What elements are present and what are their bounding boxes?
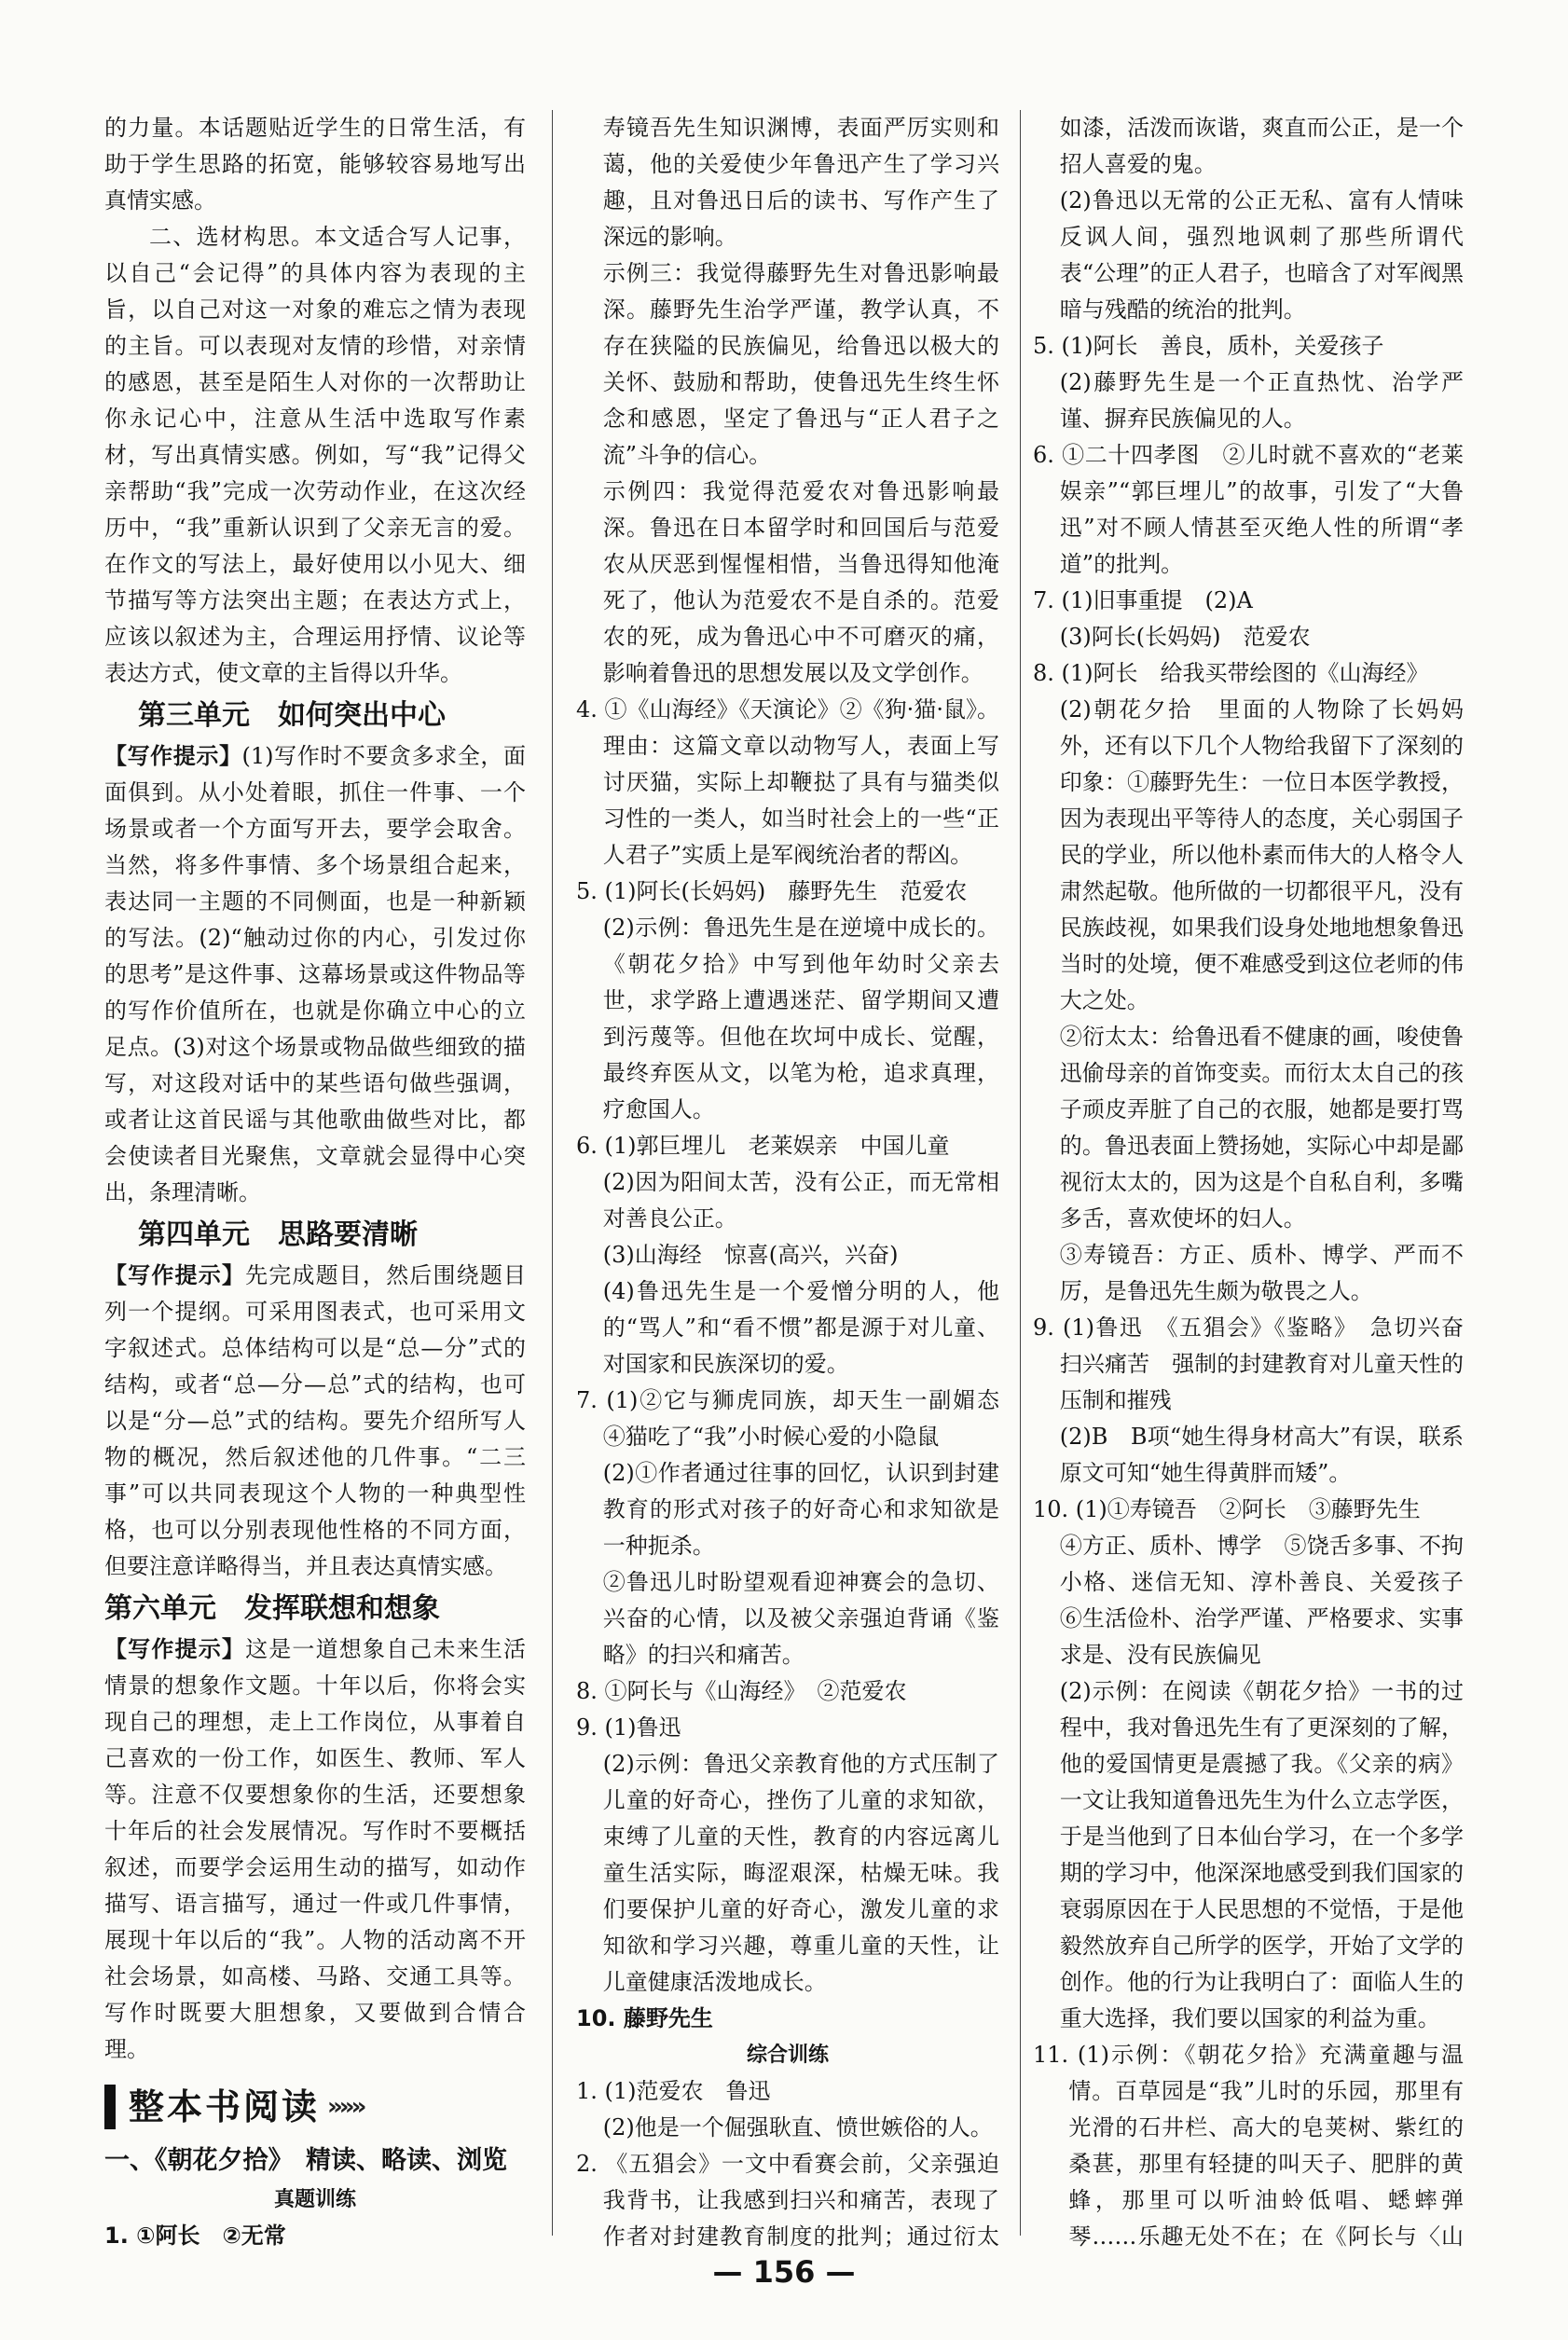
answer-item: (2)朝花夕拾 里面的人物除了长妈妈外，还有以下几个人物给我留下了深刻的印象：①藤野先生：一位日本医学教授，因为表现出平等待人的态度，关心弱国子民的学业，所以他朴素而伟大的人格令人肃然起敬。他所做的一切都很平凡，没有民族歧视，如果我们设身处地地想象鲁迅当时的处境，便不难感受到这位老师的伟大之处。 (1059, 696, 1464, 1013)
answer-item: 2. 《五猖会》一文中看赛会前，父亲强迫我背书，让我感到扫兴和痛苦，表现了作者对封建教育制度的批判；通过衍太 (576, 2151, 999, 2250)
chevrons-right-icon: »»» (327, 2092, 364, 2121)
answer-item: 5. (1)阿长 善良，质朴，关爱孩子 (1033, 333, 1384, 359)
answer-item: (2)①作者通过往事的回忆，认识到封建教育的形式对孩子的好奇心和求知欲是一种扼杀。 (602, 1460, 999, 1559)
answer-item: ②鲁迅儿时盼望观看迎神赛会的急切、兴奋的心情，以及被父亲强迫背诵《鉴略》的扫兴和痛苦。 (602, 1569, 999, 1668)
paragraph (104, 738, 526, 1211)
paragraph: 寿镜吾先生知识渊博，表面严厉实则和蔼，他的关爱使少年鲁迅产生了学习兴趣，且对鲁迅日后的读书、写作产生了深远的影响。 (602, 115, 999, 250)
answer-item: 8. (1)阿长 给我买带绘图的《山海经》 (1033, 660, 1429, 686)
column-divider (552, 110, 553, 2236)
answer-item: (3)阿长(长妈妈) 范爱农 (1059, 624, 1311, 650)
answer-item: ③寿镜吾：方正、质朴、博学、严而不厉，是鲁迅先生颇为敬畏之人。 (1059, 1242, 1464, 1304)
tip-text: (1)写作时不要贪多求全，面面俱到。从小处着眼，抓住一件事、一个场景或者一个方面写开去，要学会取舍。当然，将多件事情、多个场景组合起来，表达同一主题的不同侧面，也是一种新颖的写法。(2)“触动过你的内心，引发过你的思考”是这件事、这幕场景或这件物品等的写作价值所在，也就是你确立中心的立足点。(3)对这个场景或物品做些细致的描写，对这段对话中的某些语句做些强调，或者让这首民谣与其他歌曲做些对比，都会使读者目光聚焦，文章就会显得中心突出，条理清晰。 (104, 743, 526, 1205)
paragraph: 的力量。本话题贴近学生的日常生活，有助于学生思路的拓宽，能够较容易地写出真情实感。 (104, 115, 526, 213)
column-right (1033, 110, 1464, 2254)
banner-title: 整本书阅读 (129, 2085, 321, 2127)
answer-item: (2)他是一个倔强耿直、愤世嫉俗的人。 (602, 2114, 993, 2140)
column-divider (1020, 110, 1021, 2236)
paragraph: 如漆，活泼而诙谐，爽直而公正，是一个招人喜爱的鬼。 (1059, 115, 1464, 177)
answer-item: ②衍太太：给鲁迅看不健康的画，唆使鲁迅偷母亲的首饰变卖。而衍太太自己的孩子顽皮弄脏了自己的衣服，她都是要打骂的。鲁迅表面上赞扬她，实际心中却是鄙视衍太太的，因为这是个自私自利，多嘴多舌，喜欢使坏的妇人。 (1059, 1024, 1464, 1232)
unit-heading: 第三单元 如何突出中心 (138, 699, 446, 732)
answer-item: (3)山海经 惊喜(高兴，兴奋) (602, 1242, 899, 1268)
column-middle (576, 110, 999, 2254)
answer-item: 1. ①阿长 ②无常 (104, 2223, 286, 2249)
paragraph: (2)鲁迅以无常的公正无私、富有人情味反讽人间，强烈地讽刺了那些所谓代表“公理”的正人君子，也暗含了对军阀黑暗与残酷的统治的批判。 (1059, 187, 1464, 323)
answer-item: 11. (1)示例：《朝花夕拾》充满童趣与温情。百草园是“我”儿时的乐园，那里有光滑的石井栏、高大的皂荚树、紫红的桑葚，那里有轻捷的叫天子、肥胖的黄蜂，那里可以听油蛉低唱、蟋蟀弹琴……乐趣无处不在；在《阿长与〈山 (1033, 2042, 1464, 2250)
banner-bar (104, 2085, 116, 2129)
tip-label: 【写作提示】 (104, 1636, 246, 1662)
tip-text: 这是一道想象自己未来生活情景的想象作文题。十年以后，你将会实现自己的理想，走上工作岗位，从事着自己喜欢的一份工作，如医生、教师、军人等。注意不仅要想象你的生活，还要想象十年后的社会发展情况。写作时不要概括叙述，而要学会运用生动的描写，如动作描写、语言描写，通过一件或几件事情，展现十年以后的“我”。人物的活动离不开社会场景，如高楼、马路、交通工具等。写作时既要大胆想象，又要做到合情合理。 (104, 1636, 526, 2062)
tip-label: 【写作提示】 (104, 1262, 246, 1288)
answer-item: (4)鲁迅先生是一个爱憎分明的人，他的“骂人”和“看不惯”都是源于对儿童、对国家和民族深切的爱。 (602, 1278, 999, 1377)
section-label: 真题训练 (273, 2188, 356, 2211)
answer-item: 6. (1)郭巨埋儿 老莱娱亲 中国儿童 (576, 1133, 950, 1159)
answer-item: 10. (1)①寿镜吾 ②阿长 ③藤野先生 (1033, 1496, 1421, 1522)
book-title: 一、《朝花夕拾》 精读、略读、浏览 (104, 2146, 507, 2175)
paragraph: 示例四：我觉得范爱农对鲁迅影响最深。鲁迅在日本留学时和回国后与范爱农从厌恶到惺惺相惜，当鲁迅得知他淹死了，他认为范爱农不是自杀的。范爱农的死，成为鲁迅心中不可磨灭的痛，影响着鲁迅的思想发展以及文学创作。 (602, 478, 999, 686)
answer-item: ④方正、质朴、博学 ⑤饶舌多事、不拘小格、迷信无知、淳朴善良、关爱孩子 ⑥生活俭朴、治学严谨、严格要求、实事求是、没有民族偏见 (1059, 1533, 1464, 1668)
section-label: 综合训练 (746, 2044, 829, 2067)
answer-item: (2)示例：在阅读《朝花夕拾》一书的过程中，我对鲁迅先生有了更深刻的了解，他的爱国情更是震撼了我。《父亲的病》一文让我知道鲁迅先生为什么立志学医，于是当他到了日本仙台学习，在一个多学期的学习中，他深深地感受到我们国家的衰弱原因在于人民思想的不觉悟，于是他毅然放弃自己所学的医学，开始了文学的创作。他的行为让我明白了：面临人生的重大选择，我们要以国家的利益为重。 (1059, 1678, 1464, 2031)
answer-item: 7. (1)②它与狮虎同族，却天生一副媚态 ④猫吃了“我”小时候心爱的小隐鼠 (576, 1387, 999, 1450)
answer-item: 1. (1)范爱农 鲁迅 (576, 2078, 771, 2104)
page-number: — 156 — (712, 2254, 856, 2290)
answer-item: 4. ①《山海经》《天演论》②《狗·猫·鼠》。理由：这篇文章以动物写人，表面上写讨厌猫，实际上却鞭挞了具有与猫类似习性的一类人，如当时社会上的一些“正人君子”实质上是军阀统治者的帮凶。 (576, 696, 999, 868)
unit-heading: 第四单元 思路要清晰 (138, 1218, 418, 1251)
unit-heading: 第六单元 发挥联想和想象 (104, 1592, 440, 1625)
answer-item: 10. 藤野先生 (576, 2005, 713, 2031)
answer-item: 6. ①二十四孝图 ②儿时就不喜欢的“老莱娱亲”“郭巨埋儿”的故事，引发了“大鲁迅”对不顾人情甚至灭绝人性的所谓“孝道”的批判。 (1033, 442, 1464, 577)
answer-item: 5. (1)阿长(长妈妈) 藤野先生 范爱农 (576, 878, 968, 904)
column-left (104, 110, 526, 2254)
answer-item: 7. (1)旧事重提 (2)A (1033, 587, 1253, 613)
answer-item: 8. ①阿长与《山海经》 ②范爱农 (576, 1678, 907, 1704)
paragraph: 二、选材构思。本文适合写人记事，以自己“会记得”的具体内容为表现的主旨，以自己对这一对象的难忘之情为表现的主旨。可以表现对友情的珍惜，对亲情的感恩，甚至是陌生人对你的一次帮助让你永记心中，注意从生活中选取写作素材，写出真情实感。例如，写“我”记得父亲帮助“我”完成一次劳动作业，在这次经历中，“我”重新认识到了父亲无言的爱。在作文的写法上，最好使用以小见大、细节描写等方法突出主题；在表达方式上，应该以叙述为主，合理运用抒情、议论等表达方式，使文章的主旨得以升华。 (104, 224, 526, 686)
tip-text: 先完成题目，然后围绕题目列一个提纲。可采用图表式，也可采用文字叙述式。总体结构可以是“总—分”式的结构，或者“总—分—总”式的结构，也可以是“分—总”式的结构。要先介绍所写人物的概况，然后叙述他的几件事。“二三事”可以共同表现这个人物的一种典型性格，也可以分别表现他性格的不同方面，但要注意详略得当，并且表达真情实感。 (104, 1262, 526, 1579)
answer-item: (2)B B项“她生得身材高大”有误，联系原文可知“她生得黄胖而矮”。 (1059, 1424, 1464, 1486)
paragraph (104, 1258, 526, 1585)
paragraph: 示例三：我觉得藤野先生对鲁迅影响最深。藤野先生治学严谨，教学认真，不存在狭隘的民族偏见，给鲁迅以极大的关怀、鼓励和帮助，使鲁迅先生终生怀念和感恩，坚定了鲁迅与“正人君子之流”斗争的信心。 (602, 260, 999, 468)
answer-item: 9. (1)鲁迅 (576, 1714, 681, 1741)
tip-label: 【写作提示】 (104, 743, 242, 769)
answer-item: 9. (1)鲁迅 《五猖会》《鉴略》 急切兴奋 扫兴痛苦 强制的封建教育对儿童天性的压制和摧残 (1033, 1315, 1464, 1413)
section-banner (104, 2081, 526, 2133)
answer-item: (2)示例：鲁迅父亲教育他的方式压制了儿童的好奇心，挫伤了儿童的求知欲，束缚了儿童的天性，教育的内容远离儿童生活实际，晦涩艰深，枯燥无味。我们要保护儿童的好奇心，激发儿童的求知欲和学习兴趣，尊重儿童的天性，让儿童健康活泼地成长。 (602, 1751, 999, 1995)
answer-item: (2)因为阳间太苦，没有公正，而无常相对善良公正。 (602, 1169, 999, 1232)
answer-item: (2)示例：鲁迅先生是在逆境中成长的。《朝花夕拾》中写到他年幼时父亲去世，求学路上遭遇迷茫、留学期间又遭到污蔑等。但他在坎坷中成长、觉醒，最终弃医从文，以笔为枪，追求真理，疗愈国人。 (602, 915, 999, 1122)
paragraph (104, 1631, 526, 2068)
answer-item: (2)藤野先生是一个正直热忱、治学严谨、摒弃民族偏见的人。 (1059, 369, 1464, 432)
